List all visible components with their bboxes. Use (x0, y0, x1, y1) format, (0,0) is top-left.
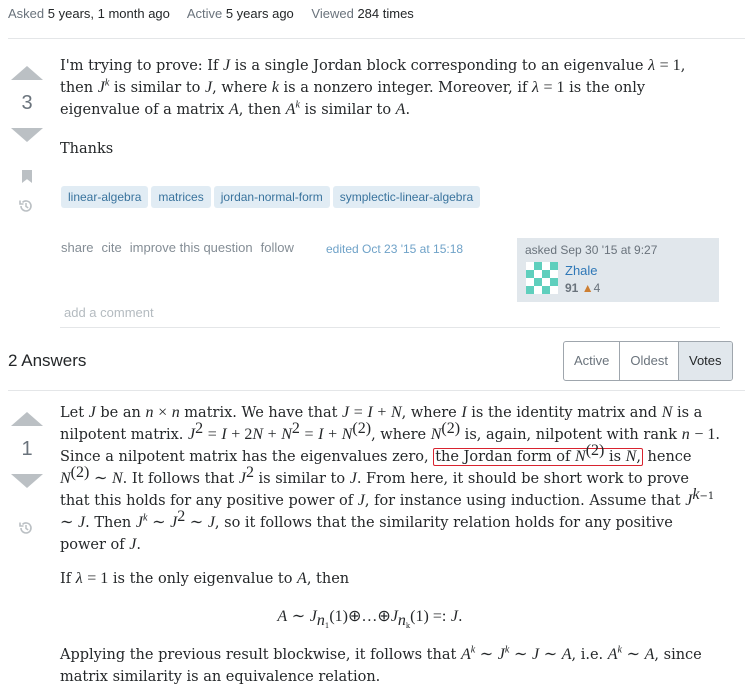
thanks-text: Thanks (60, 141, 114, 157)
tab-votes[interactable]: Votes (679, 342, 732, 380)
bookmark-icon (22, 170, 32, 183)
share-link[interactable]: share (61, 240, 94, 255)
viewed-label: Viewed (311, 6, 354, 21)
comments-divider (60, 327, 720, 328)
answer-downvote-button[interactable] (11, 474, 43, 488)
timeline-button[interactable] (18, 198, 34, 217)
answers-divider (8, 390, 745, 391)
tag-jordan-normal-form[interactable]: jordan-normal-form (214, 186, 330, 208)
avatar[interactable] (526, 262, 558, 294)
answer-timeline-button[interactable] (18, 520, 34, 539)
improve-question-link[interactable]: improve this question (129, 240, 253, 255)
history-icon (18, 520, 34, 536)
answer-vote-cell (7, 412, 47, 488)
answer-display-equation: A ∼ $J_{n_1}(1)\oplus\dots\oplus J_{n_k}(1)$ =: J. (277, 608, 463, 630)
answer-upvote-button[interactable] (11, 412, 43, 426)
answer-sort-tabs (563, 341, 733, 381)
question-meta (8, 6, 428, 21)
tag-matrices[interactable]: matrices (151, 186, 210, 208)
answer-paragraph-2: If λ = 1 is the only eigenvalue to A, then (60, 570, 350, 587)
answer-paragraph-3: Applying the previous result blockwise, it follows that $A^k$ ∼ $J^k$ ∼ J ∼ A, i.e. $A^k$ ∼ A, since matrix similarity is an equivalence relation. (60, 644, 702, 685)
edited-link[interactable]: edited Oct 23 '15 at 15:18 (326, 242, 464, 256)
asked-date: asked Sep 30 '15 at 9:27 (525, 243, 658, 257)
tag-linear-algebra[interactable]: linear-algebra (61, 186, 148, 208)
tab-active[interactable]: Active (564, 342, 620, 380)
divider (8, 38, 745, 39)
bookmark-button[interactable] (20, 170, 34, 183)
answers-count-heading: 2 Answers (8, 351, 87, 370)
answer-vote-count: 1 (21, 438, 33, 460)
user-reputation (565, 281, 600, 295)
cite-link[interactable]: cite (101, 240, 122, 255)
user-card (517, 238, 719, 302)
answer-body (60, 402, 720, 688)
history-icon (18, 198, 34, 214)
active-value[interactable]: 5 years ago (225, 6, 294, 21)
answer-paragraph-1: Let J be an n × n matrix. We have that J = I + N, where I is the identity matrix and N is a nilpotent matrix. $J^2 = I + 2N + N^2 = I + N^{(2)}$, where $N^{(2)}$ is, again, nilpotent with rank n − 1. Since a nilpotent matrix has the eigenvalues zero, the Jordan form of $N^{(2)}$ is N, hence $N^{(2)}$ ∼ N. It follows that $J^2$ is similar to J. From here, it should be short work to prove that this holds for any positive power of J, for instance using induction. Assume that $J^{k-1}$ ∼ J. Then $J^k$ ∼ $J^2$ ∼ J, so it follows that the similarity relation holds for any positive power of J. (60, 404, 720, 553)
downvote-button[interactable] (11, 128, 43, 142)
asked-value: 5 years, 1 month ago (47, 6, 170, 21)
post-menu (61, 240, 302, 255)
upvote-button[interactable] (11, 66, 43, 80)
bronze-badge-count: 4 (593, 281, 601, 295)
bronze-badge-icon: ▲ (581, 281, 594, 295)
question-vote-cell (7, 66, 47, 142)
question-vote-count: 3 (21, 92, 33, 114)
follow-link[interactable]: follow (260, 240, 294, 255)
tag-list (61, 186, 483, 208)
user-name-link[interactable]: Zhale (565, 263, 598, 278)
question-text: I'm trying to prove: If J is a single Jordan block corresponding to an eigenvalue λ = 1, then $J^k$ is similar to J, where k is a nonzero integer. Moreover, if λ = 1 is the only eigenvalue of a matrix A, then $A^k$ is similar to A. (60, 57, 686, 118)
add-comment-link[interactable]: add a comment (64, 305, 154, 320)
reputation-score: 91 (565, 281, 579, 295)
active-label: Active (186, 6, 223, 21)
highlight-annotation: the Jordan form of $N^{(2)}$ is N, (435, 442, 641, 465)
tab-oldest[interactable]: Oldest (620, 342, 679, 380)
asked-label: Asked (8, 6, 45, 21)
viewed-value: 284 times (357, 6, 414, 21)
question-body (60, 55, 720, 121)
tag-symplectic-linear-algebra[interactable]: symplectic-linear-algebra (333, 186, 480, 208)
